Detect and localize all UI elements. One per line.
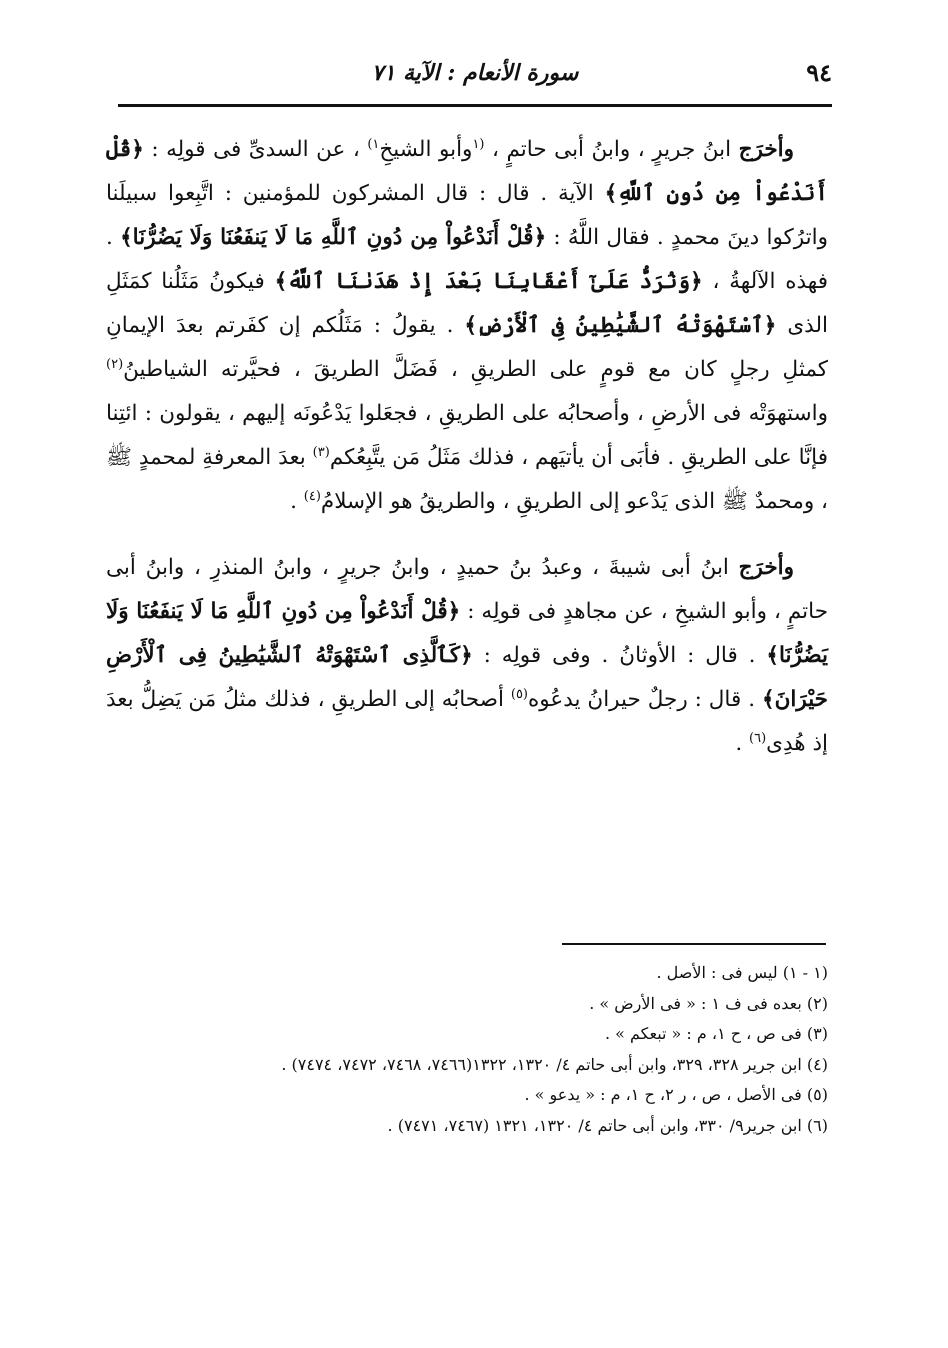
footnote-5: (٥) فى الأصل ، ص ، ر ٢، ح ١، م : « يدعو » . (524, 1085, 828, 1104)
text-run: واستهوَتْه فى الأرضِ ، وأصحابُه على الطريقِ ، فجعَلوا يَدْعُونَه إليهم ، يقولون : ائتِنا فإنَّا على الطريقِ . فأبَى أن يأتيَهم ، فذلك مَثَلُ مَن يتَّبِعُكم (106, 401, 828, 470)
quran-verse: ﴿ٱسْتَهْوَتْهُ ٱلشَّيَٰطِينُ فِى ٱلْأَرْضِ﴾ (464, 313, 777, 338)
text-run: ، عن السدىِّ فى قولِه : (143, 137, 368, 162)
quran-verse: ﴿كَٱلَّذِى ٱسْتَهْوَتْهُ ٱلشَّيَٰطِينُ فِى ٱلْأَرْضِ حَيْرَانَ﴾ (106, 643, 828, 712)
text-run: . فهذه الآلهةُ ، (106, 225, 828, 294)
quran-verse: ﴿قُلْ أَنَدْعُواْ مِن دُونِ ٱللَّهِ﴾ (106, 137, 829, 206)
paragraph-1 (106, 128, 828, 524)
text-run: . (735, 731, 750, 756)
text-run: الآية . قال : قال المشركون للمؤمنين : اتَّبِعوا سبيلَنا واترُكوا دينَ محمدٍ . فقال اللَّهُ : (106, 181, 828, 250)
text-run: . قال : رجلٌ حيرانُ يدعُوه (528, 687, 762, 712)
main-text (106, 128, 828, 766)
text-run: فيكونُ مَثَلُنا كمَثَلِ الذى (106, 269, 828, 338)
header-divider (118, 104, 832, 107)
footnote-divider (562, 943, 826, 945)
quran-verse: ﴿وَنُرَدُّ عَلَىٰٓ أَعْقَابِنَا بَعْدَ إِذْ هَدَىٰنَا ٱللَّهُ﴾ (274, 269, 703, 294)
footnote-3: (٣) فى ص ، ح ١، م : « تبعكم » . (604, 1024, 828, 1043)
footnote-ref: (٢) (106, 356, 124, 372)
paragraph-2 (106, 546, 828, 766)
footnote-4: (٤) ابن جرير ٣٢٨، ٣٢٩، وابن أبى حاتم ٤/ ١٣٢٠، ١٣٢٢(٧٤٦٦، ٧٤٦٨، ٧٤٧٢، ٧٤٧٤) . (281, 1054, 828, 1074)
footnote-6: (٦) ابن جرير٩/ ٣٣٠، وابن أبى حاتم ٤/ ١٣٢٠، ١٣٢١ (٧٤٦٧، ٧٤٧١) . (387, 1115, 828, 1135)
footnote-ref: (٣) (312, 444, 330, 460)
footnote-ref: (٥) (510, 686, 528, 702)
text-run: . (290, 489, 304, 514)
text-run: أصحابُه إلى الطريقِ ، فذلك مثلُ مَن يَضِلُّ بعدَ إذ هُدِى (106, 687, 828, 756)
footnote-ref: (١ (472, 136, 485, 152)
text-run: ابنُ أبى شيبةَ ، وعبدُ بنُ حميدٍ ، وابنُ جريرٍ ، وابنُ المنذرِ ، وابنُ أبى حاتمٍ ، وأبو الشيخِ ، عن مجاهدٍ فى قولِه : (106, 555, 828, 624)
footnote-ref: (٤) (303, 488, 321, 504)
quran-verse: ﴿قُلْ أَنَدْعُواْ مِن دُونِ ٱللَّهِ مَا لَا يَنفَعُنَا وَلَا يَضُرُّنَا﴾ (106, 599, 828, 668)
footnote-1: (١ - ١) ليس فى : الأصل . (656, 963, 828, 982)
footnote-ref: (٦) (749, 730, 767, 746)
text-run: . يقولُ : مَثَلُكم إن كفَرتم بعدَ الإيمانِ كمثلِ رجلٍ كان مع قومٍ على الطريقِ ، فَضَلَّ الطريقَ ، فحيَّرته الشياطينُ (106, 313, 828, 382)
running-title: سورة الأنعام : الآية ٧١ (371, 60, 579, 86)
page-header (118, 52, 832, 96)
quran-verse: ﴿قُلْ أَنَدْعُواْ مِن دُونِ ٱللَّهِ مَا لَا يَنفَعُنَا وَلَا يَضُرُّنَا﴾ (120, 225, 547, 250)
paragraph-lead: وأخرَج (738, 555, 794, 580)
paragraph-lead: وأخرَج (738, 137, 794, 162)
text-run: . قال : الأوثانُ . وفى قولِه : (472, 643, 767, 668)
page-number: ٩٤ (806, 58, 832, 87)
footnotes (110, 958, 828, 1141)
text-run: وأبو الشيخِ (379, 137, 473, 162)
footnote-2: (٢) بعده فى ف ١ : « فى الأرض » . (589, 993, 828, 1013)
text-run: بعدَ المعرفةِ لمحمدٍ ﷺ ، ومحمدٌ ﷺ الذى يَدْعو إلى الطريقِ ، والطريقُ هو الإسلامُ (106, 445, 828, 514)
text-run: ابنُ جريرٍ ، وابنُ أبى حاتمٍ ، (484, 137, 739, 162)
footnote-ref: ١) (367, 136, 380, 152)
